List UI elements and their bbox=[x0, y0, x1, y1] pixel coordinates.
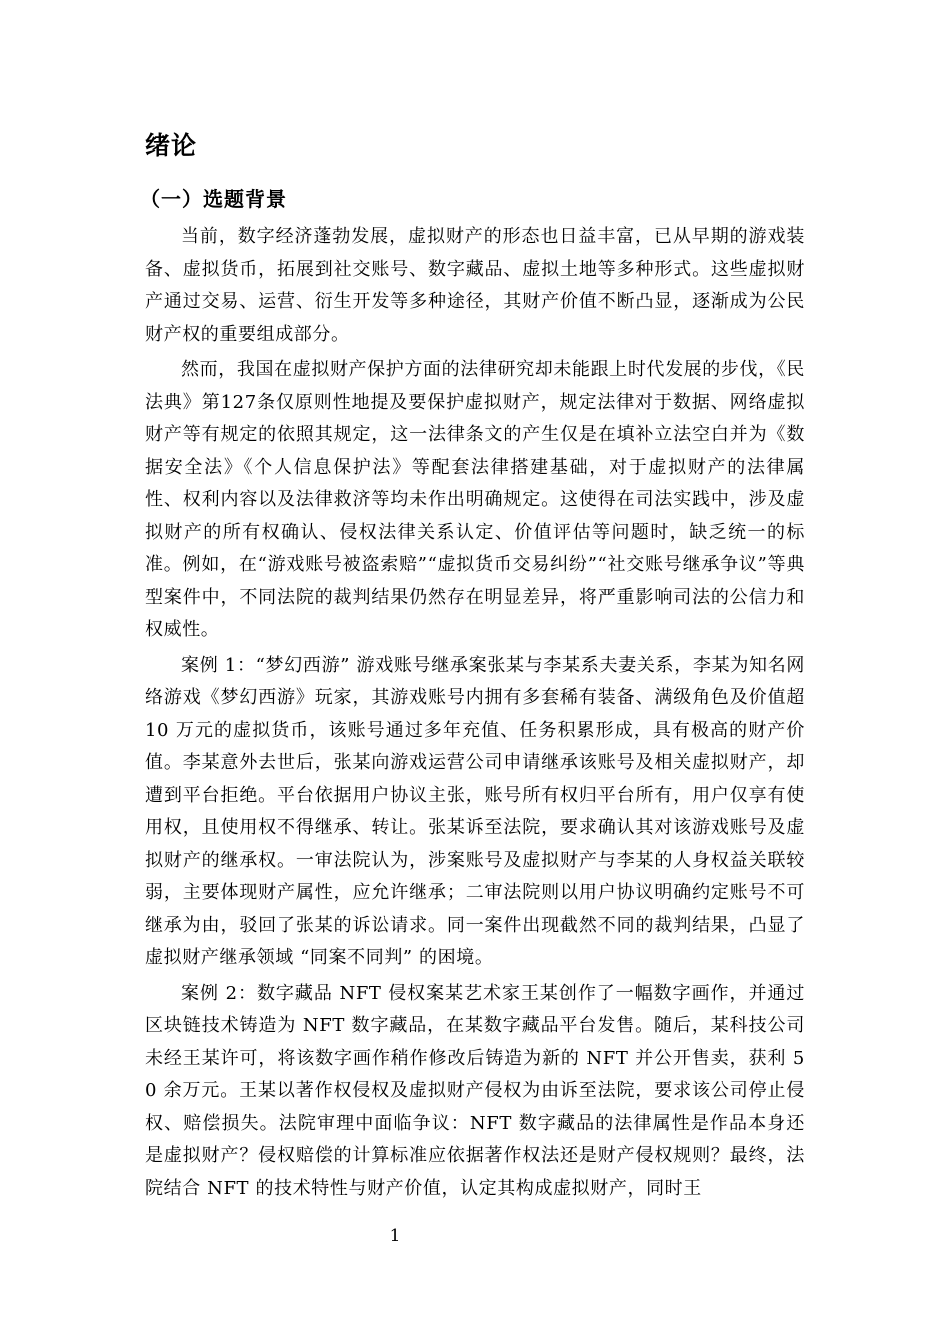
paragraph-case-1: 案例 1：“梦幻西游” 游戏账号继承案张某与李某系夫妻关系，李某为知名网络游戏《梦幻西游》玩家，其游戏账号内拥有多套稀有装备、满级角色及价值超 10 万元的虚拟货币，该账号通过多年充值、任务积累形成，具有极高的财产价值。李某意外去世后，张某向游戏运营公司申请继承该账号及相关虚拟财产，却遭到平台拒绝。平台依据用户协议主张，账号所有权归平台所有，用户仅享有使用权，且使用权不得继承、转让。张某诉至法院，要求确认其对该游戏账号及虚拟财产的继承权。一审法院认为，涉案账号及虚拟财产与李某的人身权益关联较弱，主要体现财产属性，应允许继承；二审法院则以用户协议明确约定账号不可继承为由，驳回了张某的诉讼请求。同一案件出现截然不同的裁判结果，凸显了虚拟财产继承领域 “同案不同判” 的困境。 bbox=[145, 654, 805, 968]
paragraph-case-2: 案例 2：数字藏品 NFT 侵权案某艺术家王某创作了一幅数字画作，并通过区块链技术铸造为 NFT 数字藏品，在某数字藏品平台发售。随后，某科技公司未经王某许可，将该数字画作稍作修改后铸造为新的 NFT 并公开售卖，获利 50 余万元。王某以著作权侵权及虚拟财产侵权为由诉至法院，要求该公司停止侵权、赔偿损失。法院审理中面临争议：NFT 数字藏品的法律属性是作品本身还是虚拟财产？侵权赔偿的计算标准应依据著作权法还是财产侵权规则？最终，法院结合 NFT 的技术特性与财产价值，认定其构成虚拟财产，同时王 bbox=[145, 982, 805, 1199]
section-title: （一）选题背景 bbox=[140, 187, 287, 211]
body-text bbox=[145, 221, 805, 1208]
chapter-title: 绪论 bbox=[145, 131, 198, 160]
paragraph-background: 当前，数字经济蓬勃发展，虚拟财产的形态也日益丰富，已从早期的游戏装备、虚拟货币，拓展到社交账号、数字藏品、虚拟土地等多种形式。这些虚拟财产通过交易、运营、衍生开发等多种途径，其财产价值不断凸显，逐渐成为公民财产权的重要组成部分。 bbox=[145, 226, 805, 345]
paragraph-legal-gap: 然而，我国在虚拟财产保护方面的法律研究却未能跟上时代发展的步伐，《民法典》第127条仅原则性地提及要保护虚拟财产，规定法律对于数据、网络虚拟财产等有规定的依照其规定，这一法律条文的产生仅是在填补立法空白并为《数据安全法》《个人信息保护法》等配套法律搭建基础，对于虚拟财产的法律属性、权利内容以及法律救济等均未作出明确规定。这使得在司法实践中，涉及虚拟财产的所有权确认、侵权法律关系认定、价值评估等问题时，缺乏统一的标准。例如，在“游戏账号被盗索赔”“虚拟货币交易纠纷”“社交账号继承争议”等典型案件中，不同法院的裁判结果仍然存在明显差异，将严重影响司法的公信力和权威性。 bbox=[145, 359, 805, 640]
page-number: 1 bbox=[389, 1226, 401, 1246]
